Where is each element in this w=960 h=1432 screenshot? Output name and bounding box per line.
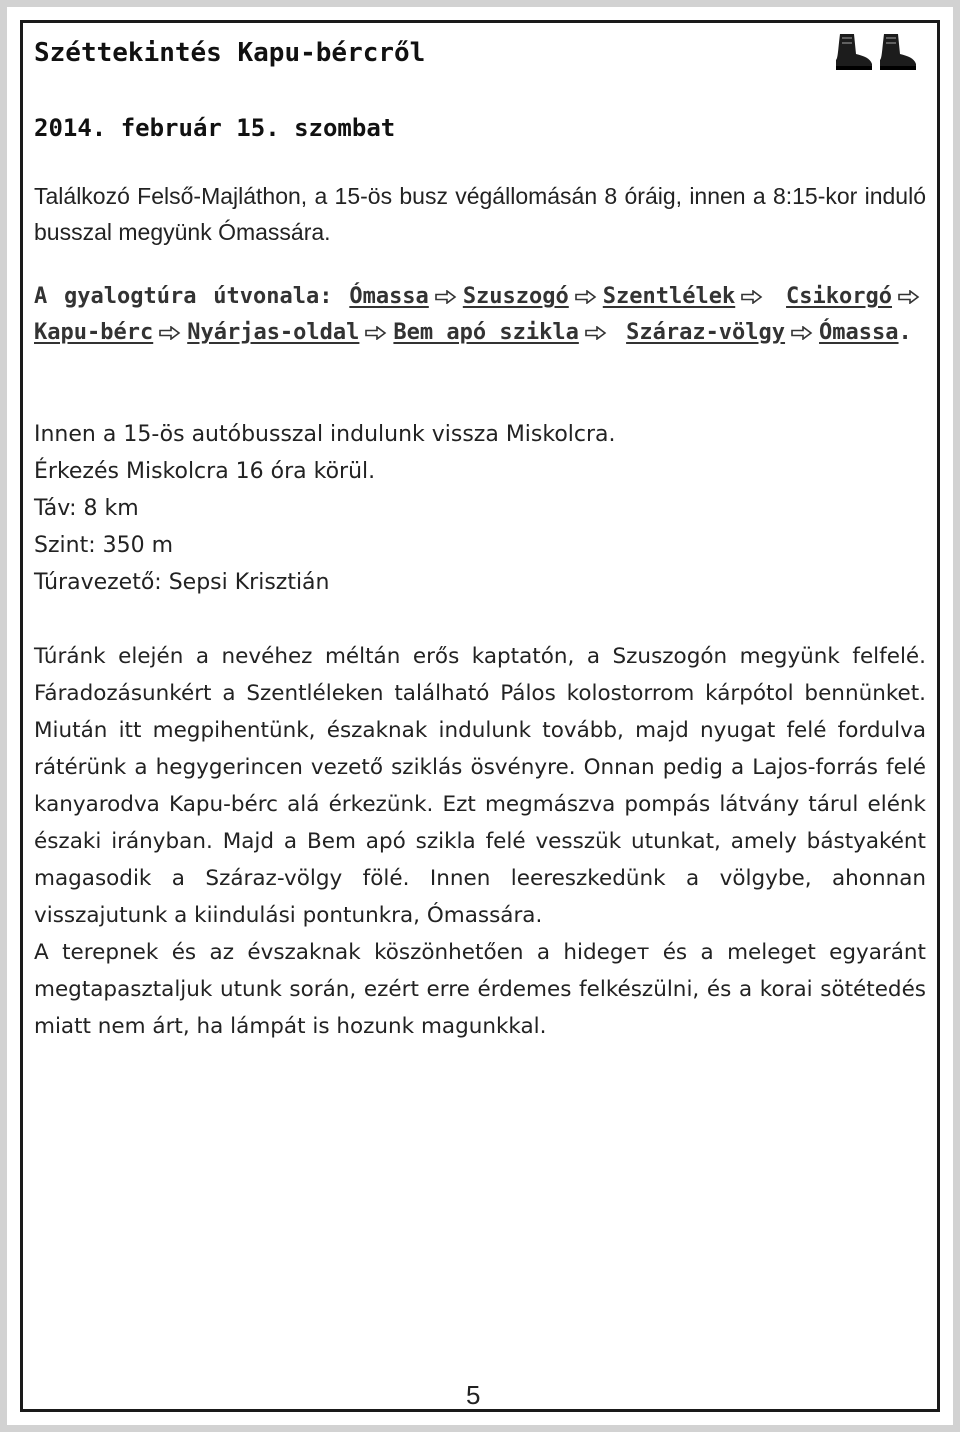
- tour-description: [34, 638, 926, 1045]
- elevation-info: Szint: 350 m: [34, 533, 174, 558]
- right-arrow-icon: [741, 290, 763, 304]
- description-paragraph: Túránk elején a nevéhez méltán erős kaptatón, a Szuszogón megyünk felfelé. Fáradozásunkért a Szentléleken található Pálos kolostorrom kárpótol bennünket. Miután itt megpihentünk, északnak indulunk tovább, majd nyugat felé fordulva rátérünk a hegygerincen vezető sziklás ösvényre. Onnan pedig a Lajos-forrás felé kanyarodva Kapu-bérc alá érkezünk. Ezt megmászva pompás látvány tárul elénk északi irányban. Majd a Bem apó szikla felé vesszük utunkat, amely bástyaként magasodik a Száraz-völgy fölé. Innen leereszkedünk a völgybe, ahonnan visszajutunk a kiindulási pontunkra, Ómassára.: [34, 644, 926, 928]
- arrival-info: Érkezés Miskolcra 16 óra körül.: [34, 459, 376, 484]
- right-arrow-icon: [435, 290, 457, 304]
- description-paragraph: A terepnek és az évszaknak köszönhetően a hidegет és a meleget egyaránt megtapasztaljuk utunk során, ezért erre érdemes felkészülni, és a korai sötétedés miatt nem árt, ha lámpát is hozunk magunkkal.: [34, 940, 926, 1039]
- distance-info: Táv: 8 km: [34, 496, 139, 521]
- right-arrow-icon: [575, 290, 597, 304]
- route-stop: Száraz-völgy: [626, 320, 786, 345]
- route-stop: Szentlélek: [602, 284, 736, 309]
- page-number: 5: [466, 1380, 481, 1410]
- right-arrow-icon: [898, 290, 920, 304]
- route-stop: Kapu-bérc: [34, 320, 154, 345]
- route-stop: Bem apó szikla: [393, 320, 579, 345]
- hiking-boots-icon: [830, 30, 922, 72]
- route-stop: Szuszogó: [462, 284, 569, 309]
- page-title: Széttekintés Kapu-bércről: [34, 38, 426, 68]
- tour-details: [34, 416, 926, 601]
- route-label: A gyalogtúra útvonala:: [34, 284, 333, 309]
- right-arrow-icon: [159, 326, 181, 340]
- right-arrow-icon: [585, 326, 607, 340]
- right-arrow-icon: [365, 326, 387, 340]
- tour-date: 2014. február 15. szombat: [34, 114, 396, 142]
- route-end: .: [898, 320, 912, 345]
- meeting-info: Találkozó Felső-Majláthon, a 15-ös busz végállomásán 8 óráig, innen a 8:15-kor induló busszal megyünk Ómassára.: [34, 183, 926, 245]
- return-info: Innen a 15-ös autóbusszal indulunk vissza Miskolcra.: [34, 422, 616, 447]
- route-stop: Csikorgó: [786, 284, 893, 309]
- route-description: [34, 279, 926, 351]
- route-stop: Ómassa: [349, 284, 429, 309]
- route-stop: Nyárjas-oldal: [187, 320, 360, 345]
- route-stop: Ómassa: [819, 320, 899, 345]
- leader-info: Túravezető: Sepsi Krisztián: [34, 570, 330, 595]
- right-arrow-icon: [791, 326, 813, 340]
